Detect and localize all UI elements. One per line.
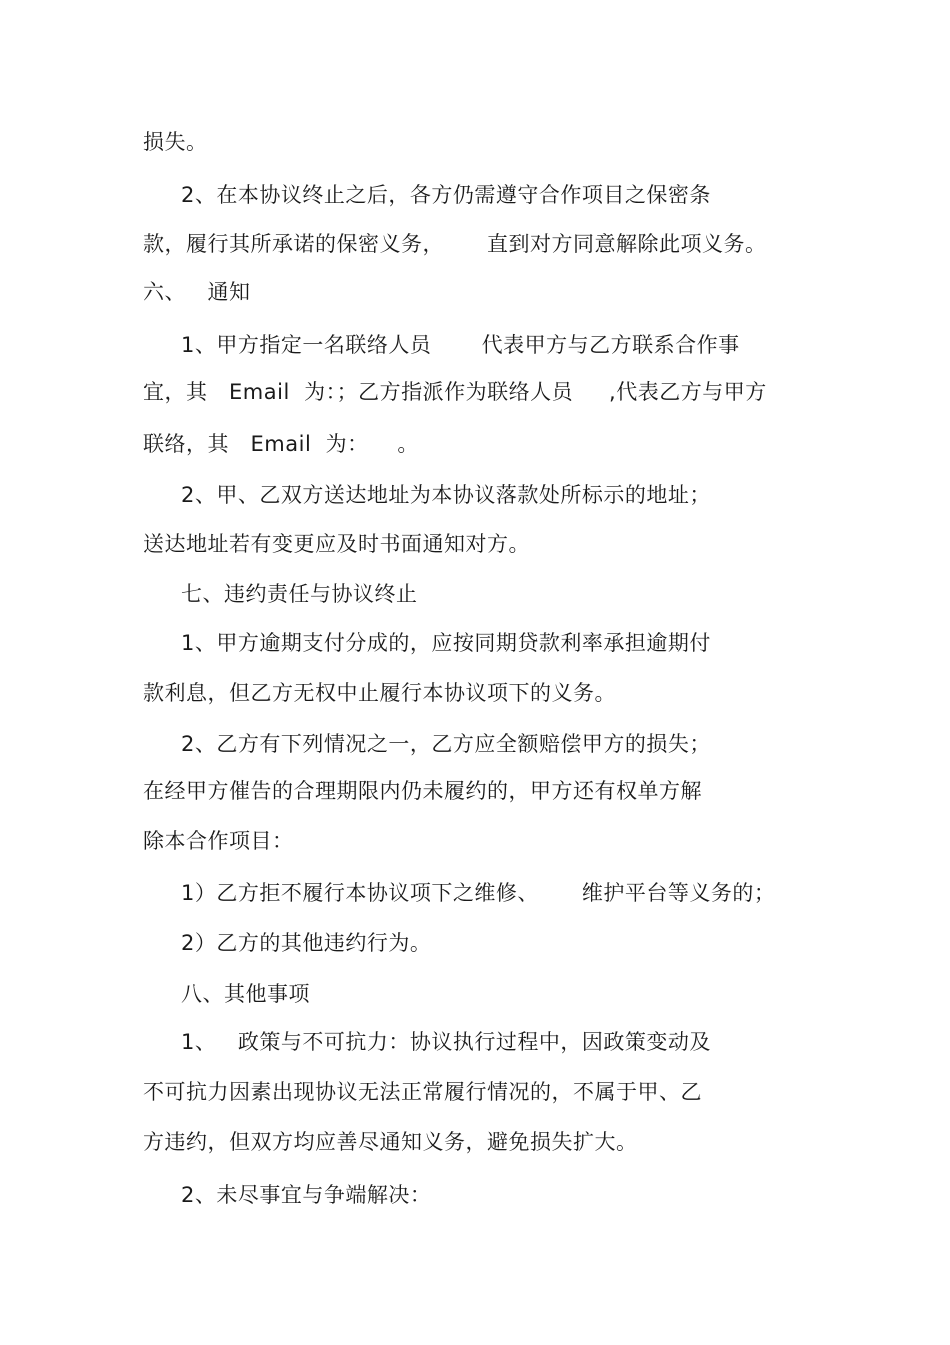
text-line: 款利息，但乙方无权中止履行本协议项下的义务。	[143, 681, 616, 705]
text-line: 1）乙方拒不履行本协议项下之维修、 维护平台等义务的；	[181, 881, 776, 905]
section-heading: 六、 通知	[143, 280, 251, 304]
text-line: 款，履行其所承诺的保密义务， 直到对方同意解除此项义务。	[143, 232, 767, 256]
text-line: 2）乙方的其他违约行为。	[181, 931, 432, 955]
text-line: 2、甲、乙双方送达地址为本协议落款处所标示的地址；	[181, 483, 711, 507]
text-line: 方违约，但双方均应善尽通知义务，避免损失扩大。	[143, 1130, 638, 1154]
text-line: 在经甲方催告的合理期限内仍未履约的，甲方还有权单方解	[143, 779, 702, 803]
text-line: 除本合作项目：	[143, 829, 294, 853]
section-heading: 八、其他事项	[181, 982, 310, 1006]
text-line: 2、乙方有下列情况之一，乙方应全额赔偿甲方的损失；	[181, 732, 711, 756]
text-line: 送达地址若有变更应及时书面通知对方。	[143, 532, 530, 556]
text-line: 损失。	[143, 130, 208, 154]
text-line: 2、未尽事宜与争端解决：	[181, 1183, 432, 1207]
text-line: 1、 政策与不可抗力：协议执行过程中，因政策变动及	[181, 1030, 711, 1054]
text-line: 不可抗力因素出现协议无法正常履行情况的，不属于甲、乙	[143, 1080, 702, 1104]
text-line: 联络，其 Email 为： 。	[143, 432, 419, 456]
text-line: 1、甲方逾期支付分成的，应按同期贷款利率承担逾期付	[181, 631, 711, 655]
text-line: 2、在本协议终止之后，各方仍需遵守合作项目之保密条	[181, 183, 711, 207]
text-line: 1、甲方指定一名联络人员 代表甲方与乙方联系合作事	[181, 333, 740, 357]
section-heading: 七、违约责任与协议终止	[181, 582, 418, 606]
text-line: 宜，其 Email 为：；乙方指派作为联络人员 ,代表乙方与甲方	[143, 380, 767, 404]
